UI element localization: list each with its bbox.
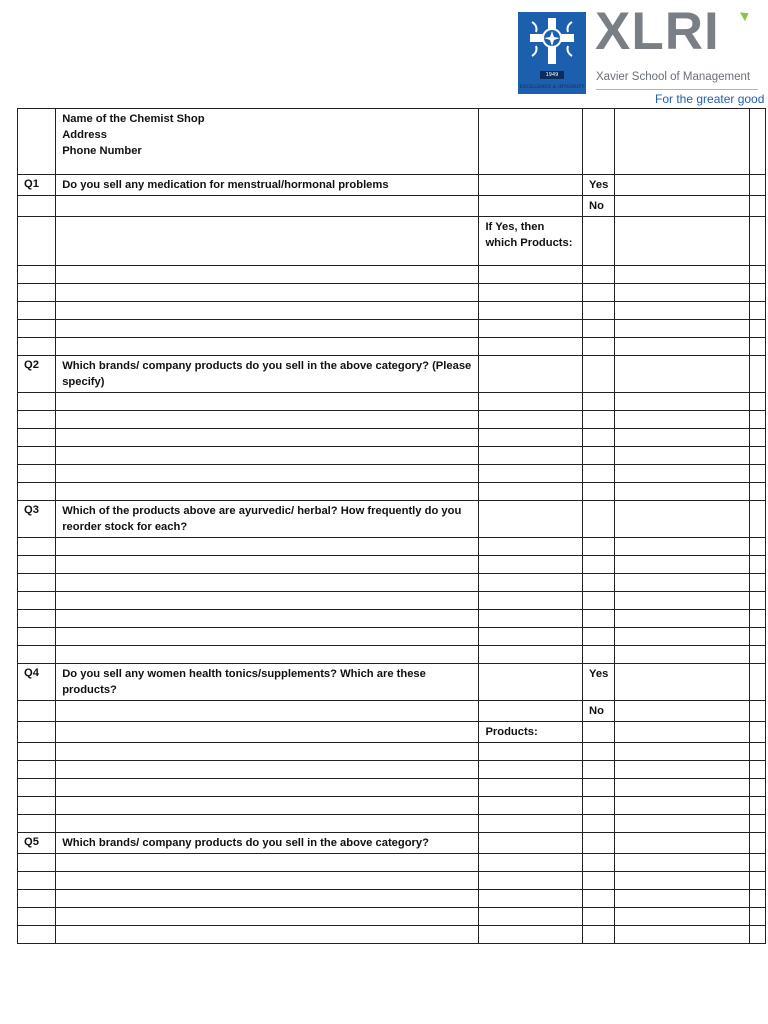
answer-cell[interactable] bbox=[479, 854, 583, 872]
option-cell[interactable] bbox=[583, 872, 615, 890]
answer-cell[interactable] bbox=[479, 779, 583, 797]
question-number-cell bbox=[18, 284, 56, 302]
answer-cell[interactable] bbox=[479, 701, 583, 722]
margin-cell bbox=[749, 815, 765, 833]
question-number-cell bbox=[18, 722, 56, 743]
question-text-cell[interactable] bbox=[56, 302, 479, 320]
answer-row bbox=[18, 854, 766, 872]
answer-cell[interactable] bbox=[479, 664, 583, 701]
answer-cell[interactable] bbox=[479, 338, 583, 356]
answer-row bbox=[18, 429, 766, 447]
question-number-text: Q5 bbox=[24, 836, 39, 848]
answer-row bbox=[18, 302, 766, 320]
response-cell[interactable] bbox=[615, 761, 750, 779]
answer-cell[interactable] bbox=[479, 592, 583, 610]
answer-row bbox=[18, 761, 766, 779]
response-cell[interactable] bbox=[615, 926, 750, 944]
shop-name-label: Name of the Chemist Shop bbox=[62, 113, 205, 125]
question-number-cell bbox=[18, 890, 56, 908]
question-text-cell[interactable] bbox=[56, 574, 479, 592]
option-cell[interactable] bbox=[583, 501, 615, 538]
shop-phone-label: Phone Number bbox=[62, 145, 142, 157]
margin-cell bbox=[749, 411, 765, 429]
response-cell[interactable] bbox=[615, 722, 750, 743]
option-cell[interactable] bbox=[583, 465, 615, 483]
margin-cell bbox=[749, 779, 765, 797]
option-cell[interactable] bbox=[583, 610, 615, 628]
option-text: Yes bbox=[589, 668, 609, 680]
margin-cell bbox=[749, 743, 765, 761]
answer-row bbox=[18, 465, 766, 483]
question-text-cell bbox=[56, 664, 479, 701]
question-text-cell[interactable] bbox=[56, 646, 479, 664]
margin-cell bbox=[749, 465, 765, 483]
option-cell[interactable] bbox=[583, 926, 615, 944]
margin-cell bbox=[749, 872, 765, 890]
margin-cell bbox=[749, 833, 765, 854]
question-text-cell[interactable] bbox=[56, 815, 479, 833]
response-cell[interactable] bbox=[615, 872, 750, 890]
question-number-text: Q4 bbox=[24, 667, 39, 679]
answer-cell[interactable] bbox=[479, 646, 583, 664]
question-number-cell bbox=[18, 761, 56, 779]
answer-row bbox=[18, 411, 766, 429]
question-text-cell[interactable] bbox=[56, 722, 479, 743]
question-number-cell bbox=[18, 833, 56, 854]
question-text-cell bbox=[56, 356, 479, 393]
question-text-cell[interactable] bbox=[56, 538, 479, 556]
answer-cell[interactable] bbox=[479, 761, 583, 779]
answer-row bbox=[18, 797, 766, 815]
response-cell[interactable] bbox=[615, 338, 750, 356]
option-text: No bbox=[589, 200, 604, 212]
response-cell[interactable] bbox=[615, 815, 750, 833]
question-text-cell bbox=[56, 175, 479, 196]
response-cell[interactable] bbox=[615, 196, 750, 217]
question-row bbox=[18, 664, 766, 701]
response-cell[interactable] bbox=[615, 302, 750, 320]
answer-row bbox=[18, 393, 766, 411]
response-cell[interactable] bbox=[615, 266, 750, 284]
margin-cell bbox=[749, 393, 765, 411]
question-number-cell bbox=[18, 266, 56, 284]
question-text-cell[interactable] bbox=[56, 926, 479, 944]
margin-cell bbox=[749, 109, 765, 175]
response-cell[interactable] bbox=[615, 797, 750, 815]
question-number-cell bbox=[18, 320, 56, 338]
question-text-text: Which brands/ company products do you sell in the above category? bbox=[62, 837, 429, 849]
option-cell[interactable] bbox=[583, 779, 615, 797]
answer-row bbox=[18, 722, 766, 743]
margin-cell bbox=[749, 175, 765, 196]
question-text-cell[interactable] bbox=[56, 743, 479, 761]
shop-details-row bbox=[18, 109, 766, 175]
option-cell[interactable] bbox=[583, 854, 615, 872]
margin-cell bbox=[749, 429, 765, 447]
survey-form-table bbox=[17, 108, 766, 944]
question-row bbox=[18, 501, 766, 538]
answer-cell[interactable] bbox=[479, 465, 583, 483]
option-cell[interactable] bbox=[583, 217, 615, 266]
question-text-cell[interactable] bbox=[56, 338, 479, 356]
question-number-cell bbox=[18, 574, 56, 592]
option-cell[interactable] bbox=[583, 890, 615, 908]
option-cell[interactable] bbox=[583, 302, 615, 320]
option-cell[interactable] bbox=[583, 815, 615, 833]
question-number-cell bbox=[18, 628, 56, 646]
answer-row bbox=[18, 196, 766, 217]
answer-row bbox=[18, 338, 766, 356]
question-number-cell bbox=[18, 743, 56, 761]
answer-cell[interactable] bbox=[479, 610, 583, 628]
option-cell[interactable] bbox=[583, 447, 615, 465]
question-number-cell bbox=[18, 908, 56, 926]
response-cell[interactable] bbox=[615, 610, 750, 628]
question-text-cell[interactable] bbox=[56, 628, 479, 646]
question-text-cell[interactable] bbox=[56, 266, 479, 284]
response-cell[interactable] bbox=[615, 646, 750, 664]
cross-emblem-icon bbox=[518, 12, 586, 70]
option-text: Yes bbox=[589, 179, 609, 191]
answer-cell[interactable] bbox=[479, 872, 583, 890]
shop-address-label: Address bbox=[62, 129, 107, 141]
question-text-cell[interactable] bbox=[56, 284, 479, 302]
question-text-cell[interactable] bbox=[56, 854, 479, 872]
question-number-cell bbox=[18, 338, 56, 356]
answer-cell[interactable] bbox=[479, 356, 583, 393]
answer-cell[interactable] bbox=[479, 429, 583, 447]
response-cell[interactable] bbox=[615, 854, 750, 872]
answer-cell[interactable] bbox=[479, 890, 583, 908]
option-text: No bbox=[589, 705, 604, 717]
answer-cell[interactable] bbox=[479, 483, 583, 501]
answer-row bbox=[18, 926, 766, 944]
option-cell[interactable] bbox=[583, 628, 615, 646]
margin-cell bbox=[749, 447, 765, 465]
question-number-cell bbox=[18, 592, 56, 610]
response-cell[interactable] bbox=[615, 592, 750, 610]
answer-row bbox=[18, 320, 766, 338]
question-number-text: Q3 bbox=[24, 504, 39, 516]
margin-cell bbox=[749, 646, 765, 664]
option-cell bbox=[583, 109, 615, 175]
question-number-cell bbox=[18, 429, 56, 447]
response-cell[interactable] bbox=[615, 356, 750, 393]
question-number-cell bbox=[18, 196, 56, 217]
response-cell[interactable] bbox=[615, 664, 750, 701]
question-text-cell[interactable] bbox=[56, 217, 479, 266]
response-cell[interactable] bbox=[615, 175, 750, 196]
question-number-cell bbox=[18, 109, 56, 175]
response-cell[interactable] bbox=[615, 701, 750, 722]
response-cell[interactable] bbox=[615, 109, 750, 175]
answer-row bbox=[18, 628, 766, 646]
margin-cell bbox=[749, 284, 765, 302]
margin-cell bbox=[749, 908, 765, 926]
answer-row bbox=[18, 483, 766, 501]
answer-cell[interactable] bbox=[479, 109, 583, 175]
margin-cell bbox=[749, 628, 765, 646]
answer-cell[interactable] bbox=[479, 284, 583, 302]
answer-row bbox=[18, 538, 766, 556]
margin-cell bbox=[749, 266, 765, 284]
question-text-cell[interactable] bbox=[56, 610, 479, 628]
option-cell[interactable] bbox=[583, 483, 615, 501]
option-cell[interactable] bbox=[583, 538, 615, 556]
response-cell[interactable] bbox=[615, 320, 750, 338]
question-text-cell[interactable] bbox=[56, 701, 479, 722]
question-text-cell[interactable] bbox=[56, 592, 479, 610]
question-text-text: Do you sell any women health tonics/supplements? Which are these products? bbox=[62, 668, 426, 696]
question-number-cell bbox=[18, 447, 56, 465]
question-text-cell[interactable] bbox=[56, 779, 479, 797]
answer-cell[interactable] bbox=[479, 217, 583, 266]
question-text-cell[interactable] bbox=[56, 393, 479, 411]
margin-cell bbox=[749, 538, 765, 556]
option-cell[interactable] bbox=[583, 429, 615, 447]
response-cell[interactable] bbox=[615, 217, 750, 266]
option-cell[interactable] bbox=[583, 574, 615, 592]
margin-cell bbox=[749, 722, 765, 743]
option-cell[interactable] bbox=[583, 592, 615, 610]
option-cell[interactable] bbox=[583, 338, 615, 356]
margin-cell bbox=[749, 356, 765, 393]
margin-cell bbox=[749, 926, 765, 944]
margin-cell bbox=[749, 483, 765, 501]
question-number-text: Q1 bbox=[24, 178, 39, 190]
question-text-cell[interactable] bbox=[56, 447, 479, 465]
response-cell[interactable] bbox=[615, 908, 750, 926]
option-cell[interactable] bbox=[583, 411, 615, 429]
answer-row bbox=[18, 574, 766, 592]
question-text-text: Which of the products above are ayurvedic/ herbal? How frequently do you reorder stock for each? bbox=[62, 505, 462, 533]
question-number-cell bbox=[18, 538, 56, 556]
option-cell[interactable] bbox=[583, 743, 615, 761]
option-cell[interactable] bbox=[583, 556, 615, 574]
answer-cell[interactable] bbox=[479, 833, 583, 854]
answer-cell[interactable] bbox=[479, 447, 583, 465]
question-number-cell bbox=[18, 610, 56, 628]
option-cell[interactable] bbox=[583, 797, 615, 815]
margin-cell bbox=[749, 217, 765, 266]
margin-cell bbox=[749, 556, 765, 574]
question-text-cell[interactable] bbox=[56, 556, 479, 574]
response-cell[interactable] bbox=[615, 501, 750, 538]
margin-cell bbox=[749, 664, 765, 701]
option-cell[interactable] bbox=[583, 196, 615, 217]
answer-cell[interactable] bbox=[479, 393, 583, 411]
question-number-cell bbox=[18, 779, 56, 797]
question-number-cell bbox=[18, 797, 56, 815]
emblem-motto: EXCELLENCE & INTEGRITY bbox=[519, 85, 585, 90]
answer-row bbox=[18, 447, 766, 465]
xlri-logo bbox=[518, 2, 765, 106]
response-cell[interactable] bbox=[615, 447, 750, 465]
question-number-cell bbox=[18, 701, 56, 722]
margin-cell bbox=[749, 854, 765, 872]
question-number-cell bbox=[18, 175, 56, 196]
question-number-cell bbox=[18, 815, 56, 833]
margin-cell bbox=[749, 574, 765, 592]
margin-cell bbox=[749, 890, 765, 908]
answer-cell[interactable] bbox=[479, 196, 583, 217]
question-text-cell[interactable] bbox=[56, 761, 479, 779]
shop-details-labels bbox=[56, 109, 479, 175]
question-text-cell[interactable] bbox=[56, 411, 479, 429]
margin-cell bbox=[749, 302, 765, 320]
question-number-cell bbox=[18, 217, 56, 266]
question-number-cell bbox=[18, 926, 56, 944]
answer-row bbox=[18, 872, 766, 890]
answer-cell[interactable] bbox=[479, 815, 583, 833]
option-cell[interactable] bbox=[583, 320, 615, 338]
answer-cell[interactable] bbox=[479, 722, 583, 743]
response-cell[interactable] bbox=[615, 779, 750, 797]
school-name: Xavier School of Management bbox=[596, 71, 751, 83]
option-cell[interactable] bbox=[583, 284, 615, 302]
option-cell[interactable] bbox=[583, 722, 615, 743]
question-number-cell bbox=[18, 356, 56, 393]
question-text-text: Do you sell any medication for menstrual/hormonal problems bbox=[62, 179, 389, 191]
response-cell[interactable] bbox=[615, 429, 750, 447]
answer-row bbox=[18, 701, 766, 722]
question-text-cell[interactable] bbox=[56, 465, 479, 483]
answer-row bbox=[18, 556, 766, 574]
answer-text: If Yes, then which Products: bbox=[485, 221, 573, 249]
option-cell[interactable] bbox=[583, 833, 615, 854]
answer-cell[interactable] bbox=[479, 628, 583, 646]
emblem-year: 1949 bbox=[540, 71, 564, 79]
answer-cell[interactable] bbox=[479, 501, 583, 538]
answer-cell[interactable] bbox=[479, 411, 583, 429]
question-number-cell bbox=[18, 393, 56, 411]
question-number-cell bbox=[18, 411, 56, 429]
answer-cell[interactable] bbox=[479, 743, 583, 761]
response-cell[interactable] bbox=[615, 556, 750, 574]
question-number-text: Q2 bbox=[24, 359, 39, 371]
option-cell[interactable] bbox=[583, 664, 615, 701]
question-number-cell bbox=[18, 501, 56, 538]
response-cell[interactable] bbox=[615, 833, 750, 854]
margin-cell bbox=[749, 797, 765, 815]
question-text-cell[interactable] bbox=[56, 483, 479, 501]
answer-row bbox=[18, 592, 766, 610]
question-text-cell bbox=[56, 501, 479, 538]
question-text-cell[interactable] bbox=[56, 872, 479, 890]
response-cell[interactable] bbox=[615, 483, 750, 501]
question-row bbox=[18, 833, 766, 854]
answer-row bbox=[18, 908, 766, 926]
question-text-cell[interactable] bbox=[56, 320, 479, 338]
answer-cell[interactable] bbox=[479, 797, 583, 815]
margin-cell bbox=[749, 592, 765, 610]
response-cell[interactable] bbox=[615, 628, 750, 646]
option-cell[interactable] bbox=[583, 701, 615, 722]
option-cell[interactable] bbox=[583, 908, 615, 926]
margin-cell bbox=[749, 320, 765, 338]
wordmark-accent-icon bbox=[740, 9, 751, 21]
response-cell[interactable] bbox=[615, 743, 750, 761]
response-cell[interactable] bbox=[615, 393, 750, 411]
question-number-cell bbox=[18, 556, 56, 574]
answer-cell[interactable] bbox=[479, 908, 583, 926]
margin-cell bbox=[749, 338, 765, 356]
margin-cell bbox=[749, 701, 765, 722]
answer-row bbox=[18, 779, 766, 797]
question-number-cell bbox=[18, 483, 56, 501]
margin-cell bbox=[749, 196, 765, 217]
answer-cell[interactable] bbox=[479, 926, 583, 944]
xlri-wordmark: XLRI bbox=[595, 2, 720, 61]
response-cell[interactable] bbox=[615, 574, 750, 592]
question-text-cell[interactable] bbox=[56, 429, 479, 447]
answer-cell[interactable] bbox=[479, 175, 583, 196]
question-row bbox=[18, 175, 766, 196]
response-cell[interactable] bbox=[615, 890, 750, 908]
question-number-cell bbox=[18, 872, 56, 890]
answer-row bbox=[18, 266, 766, 284]
answer-cell[interactable] bbox=[479, 556, 583, 574]
response-cell[interactable] bbox=[615, 465, 750, 483]
answer-row bbox=[18, 890, 766, 908]
margin-cell bbox=[749, 761, 765, 779]
answer-cell[interactable] bbox=[479, 320, 583, 338]
margin-cell bbox=[749, 501, 765, 538]
margin-cell bbox=[749, 610, 765, 628]
answer-row bbox=[18, 217, 766, 266]
answer-cell[interactable] bbox=[479, 538, 583, 556]
option-cell[interactable] bbox=[583, 646, 615, 664]
answer-cell[interactable] bbox=[479, 302, 583, 320]
option-cell[interactable] bbox=[583, 175, 615, 196]
logo-divider bbox=[596, 89, 758, 90]
question-text-cell bbox=[56, 833, 479, 854]
answer-row bbox=[18, 646, 766, 664]
question-text-cell[interactable] bbox=[56, 797, 479, 815]
question-text-cell[interactable] bbox=[56, 890, 479, 908]
answer-row bbox=[18, 743, 766, 761]
question-row bbox=[18, 356, 766, 393]
xlri-emblem-icon bbox=[518, 12, 586, 94]
question-number-cell bbox=[18, 465, 56, 483]
question-number-cell bbox=[18, 302, 56, 320]
answer-text: Products: bbox=[485, 726, 538, 738]
question-text-cell[interactable] bbox=[56, 196, 479, 217]
answer-cell[interactable] bbox=[479, 574, 583, 592]
option-cell[interactable] bbox=[583, 356, 615, 393]
question-number-cell bbox=[18, 646, 56, 664]
answer-row bbox=[18, 284, 766, 302]
option-cell[interactable] bbox=[583, 393, 615, 411]
response-cell[interactable] bbox=[615, 284, 750, 302]
question-text-cell[interactable] bbox=[56, 908, 479, 926]
answer-row bbox=[18, 815, 766, 833]
option-cell[interactable] bbox=[583, 266, 615, 284]
answer-cell[interactable] bbox=[479, 266, 583, 284]
logo-tagline: For the greater good bbox=[655, 92, 765, 106]
answer-row bbox=[18, 610, 766, 628]
question-text-text: Which brands/ company products do you sell in the above category? (Please specify) bbox=[62, 360, 472, 388]
response-cell[interactable] bbox=[615, 411, 750, 429]
question-number-cell bbox=[18, 664, 56, 701]
response-cell[interactable] bbox=[615, 538, 750, 556]
option-cell[interactable] bbox=[583, 761, 615, 779]
question-number-cell bbox=[18, 854, 56, 872]
